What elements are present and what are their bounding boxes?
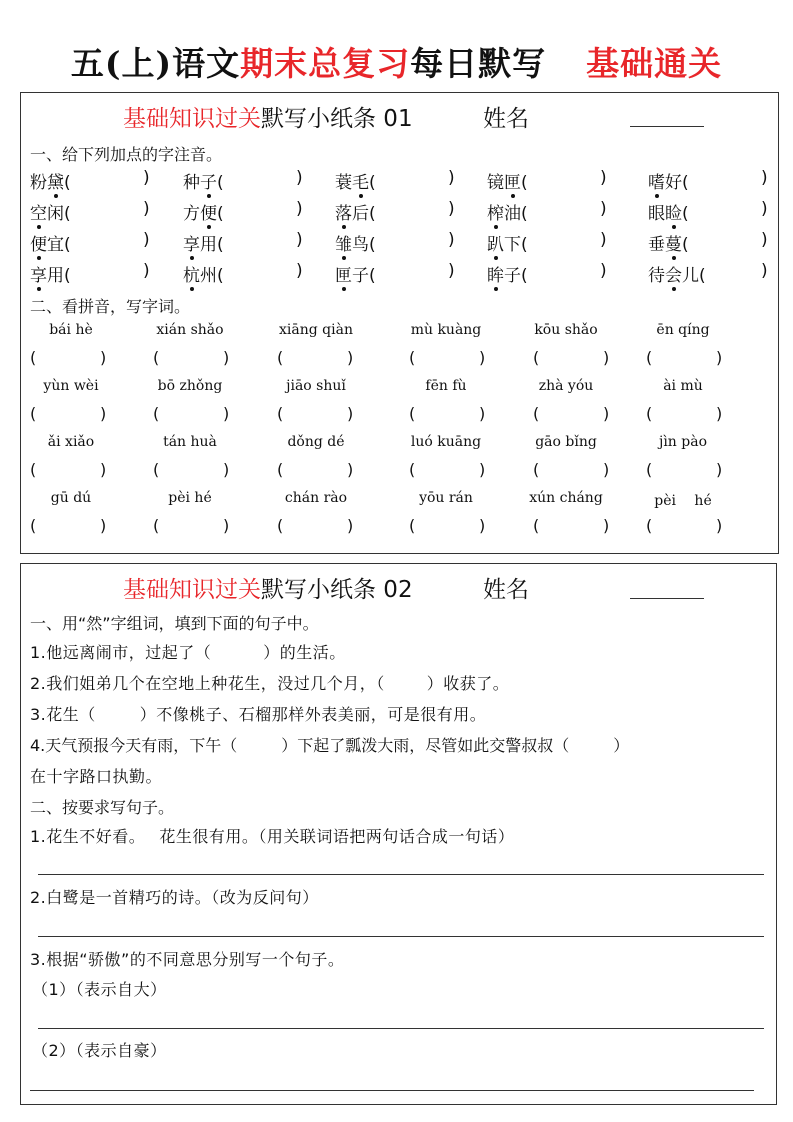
answer-open-paren: (	[217, 173, 224, 193]
answer-open-paren: (	[369, 235, 376, 255]
answer-line-2[interactable]	[38, 936, 764, 937]
pinyin-label: dǒng dé	[287, 434, 345, 450]
dotted-char: 雏	[335, 230, 352, 255]
answer-open-paren: (	[30, 460, 37, 479]
word-char: 方	[183, 204, 200, 224]
answer-close-paren: )	[223, 404, 230, 423]
dotted-char: 匣	[504, 168, 521, 193]
pinyin-label: luó kuāng	[410, 434, 482, 450]
dotted-char: 落	[335, 199, 352, 224]
zhuyin-word	[30, 261, 71, 286]
zhuyin-word	[183, 168, 224, 193]
answer-close-paren: )	[600, 168, 607, 188]
word-char: 儿	[682, 266, 699, 286]
answer-close-paren: )	[479, 348, 486, 367]
answer-open-paren: (	[277, 460, 284, 479]
answer-open-paren: (	[30, 404, 37, 423]
answer-close-paren: )	[296, 230, 303, 250]
pinyin-label: xián shǎo	[156, 322, 224, 338]
answer-open-paren: (	[533, 460, 540, 479]
pinyin-label: bō zhǒng	[157, 378, 223, 394]
word-char: 宜	[47, 235, 64, 255]
answer-open-paren: (	[409, 404, 416, 423]
word-char: 种	[183, 173, 200, 193]
answer-close-paren: )	[603, 516, 610, 535]
answer-open-paren: (	[369, 173, 376, 193]
sheet2-header-black: 默写小纸条 02	[261, 577, 413, 603]
answer-open-paren: (	[521, 266, 528, 286]
answer-close-paren: )	[716, 516, 723, 535]
dotted-char: 匣	[335, 261, 352, 286]
answer-close-paren: )	[223, 516, 230, 535]
answer-open-paren: (	[521, 235, 528, 255]
answer-close-paren: )	[761, 230, 768, 250]
dotted-char: 黛	[47, 168, 64, 193]
answer-open-paren: (	[153, 460, 160, 479]
pinyin-label: mù kuàng	[410, 322, 482, 338]
answer-open-paren: (	[30, 348, 37, 367]
sentence-3-b: ）不像桃子、石榴那样外表美丽，可是很有用。	[139, 705, 487, 724]
zhuyin-word	[487, 230, 528, 255]
dotted-char: 蔓	[665, 230, 682, 255]
sentence-4-b: ）下起了瓢泼大雨，尽管如此交警叔叔（	[281, 736, 570, 755]
dotted-char: 杭	[183, 261, 200, 286]
word-char: 鸟	[352, 235, 369, 255]
answer-open-paren: (	[277, 348, 284, 367]
answer-open-paren: (	[369, 204, 376, 224]
answer-open-paren: (	[682, 173, 689, 193]
answer-open-paren: (	[369, 266, 376, 286]
title-part-4: 基础通关	[586, 44, 723, 83]
word-char: 子	[504, 266, 521, 286]
answer-close-paren: )	[448, 168, 455, 188]
answer-open-paren: (	[277, 404, 284, 423]
pinyin-label: fēn fù	[425, 378, 467, 394]
answer-open-paren: (	[533, 348, 540, 367]
word-char: 粉	[30, 173, 47, 193]
word-char: 油	[504, 204, 521, 224]
dotted-char: 榨	[487, 199, 504, 224]
word-char: 闲	[47, 204, 64, 224]
answer-open-paren: (	[409, 516, 416, 535]
answer-close-paren: )	[603, 348, 610, 367]
sheet1-section1: 一、给下列加点的字注音。	[30, 145, 223, 164]
zhuyin-word	[648, 168, 689, 193]
answer-close-paren: )	[448, 230, 455, 250]
sheet2-header-red: 基础知识过关	[123, 577, 261, 603]
dotted-char: 趴	[487, 230, 504, 255]
answer-open-paren: (	[682, 204, 689, 224]
sheet1-name-label: 姓名	[483, 106, 529, 132]
answer-open-paren: (	[153, 348, 160, 367]
dotted-char: 空	[30, 199, 47, 224]
pinyin-label: chán rào	[284, 490, 348, 506]
word-char: 垂	[648, 235, 665, 255]
answer-open-paren: (	[64, 266, 71, 286]
question-3: 3.根据“骄傲”的不同意思分别写一个句子。	[30, 950, 345, 969]
answer-close-paren: )	[603, 460, 610, 479]
question-3-1: （1）（表示自大）	[32, 980, 167, 999]
pinyin-label: bái hè	[49, 322, 93, 338]
dotted-char: 睑	[665, 199, 682, 224]
answer-close-paren: )	[347, 348, 354, 367]
answer-close-paren: )	[296, 261, 303, 281]
answer-close-paren: )	[479, 516, 486, 535]
word-char: 下	[504, 235, 521, 255]
title-part-3: 每日默写	[410, 44, 547, 83]
dotted-char: 子	[200, 168, 217, 193]
sentence-4	[30, 733, 629, 756]
pinyin-label: gāo bǐng	[535, 434, 597, 450]
answer-close-paren: )	[143, 199, 150, 219]
answer-close-paren: )	[448, 199, 455, 219]
answer-open-paren: (	[699, 266, 706, 286]
sentence-1-a: 1.他远离闹市，过起了（	[30, 643, 212, 662]
pinyin-label: xún cháng	[529, 490, 603, 506]
zhuyin-word	[335, 199, 376, 224]
answer-close-paren: )	[143, 230, 150, 250]
sheet2-name-line[interactable]	[630, 598, 704, 599]
answer-close-paren: )	[223, 348, 230, 367]
sentence-1-b: ）的生活。	[263, 643, 346, 662]
pinyin-label: jìn pào	[658, 434, 708, 450]
pinyin-label: ēn qíng	[656, 322, 710, 338]
answer-open-paren: (	[153, 404, 160, 423]
zhuyin-word	[30, 199, 71, 224]
question-1: 1.花生不好看。 花生很有用。（用关联词语把两句话合成一句话）	[30, 827, 515, 846]
zhuyin-word	[30, 230, 71, 255]
zhuyin-word	[183, 199, 224, 224]
answer-close-paren: )	[448, 261, 455, 281]
answer-close-paren: )	[479, 404, 486, 423]
sheet1-name-line[interactable]	[630, 126, 704, 127]
answer-open-paren: (	[521, 204, 528, 224]
answer-close-paren: )	[347, 516, 354, 535]
word-char: 州	[200, 266, 217, 286]
zhuyin-word	[335, 261, 376, 286]
pinyin-label: tán huà	[163, 434, 217, 450]
answer-close-paren: )	[716, 348, 723, 367]
zhuyin-word	[487, 199, 528, 224]
sheet2-section2: 二、按要求写句子。	[30, 798, 175, 817]
word-char: 待	[648, 266, 665, 286]
dotted-char: 毛	[352, 168, 369, 193]
word-char: 用	[200, 235, 217, 255]
answer-open-paren: (	[277, 516, 284, 535]
zhuyin-word	[335, 168, 376, 193]
answer-close-paren: )	[296, 199, 303, 219]
sentence-3	[30, 702, 486, 725]
answer-close-paren: )	[223, 460, 230, 479]
pinyin-label: pèi hé	[654, 493, 712, 509]
dotted-char: 便	[30, 230, 47, 255]
zhuyin-word	[487, 168, 528, 193]
pinyin-label: pèi hé	[168, 490, 212, 506]
answer-close-paren: )	[716, 404, 723, 423]
sheet1-header-black: 默写小纸条 01	[261, 106, 413, 132]
answer-close-paren: )	[761, 199, 768, 219]
pinyin-label: yōu rán	[419, 490, 473, 506]
zhuyin-word	[30, 168, 71, 193]
dotted-char: 享	[30, 261, 47, 286]
pinyin-label: ǎi xiǎo	[47, 434, 95, 450]
answer-close-paren: )	[761, 168, 768, 188]
answer-open-paren: (	[217, 235, 224, 255]
answer-close-paren: )	[761, 261, 768, 281]
sheet2-name-label: 姓名	[483, 577, 529, 603]
answer-close-paren: )	[347, 404, 354, 423]
answer-close-paren: )	[100, 460, 107, 479]
answer-open-paren: (	[646, 404, 653, 423]
answer-open-paren: (	[409, 348, 416, 367]
answer-close-paren: )	[600, 261, 607, 281]
title-part-1: 五(上)语文	[70, 44, 241, 83]
answer-close-paren: )	[100, 404, 107, 423]
answer-open-paren: (	[153, 516, 160, 535]
word-char: 用	[47, 266, 64, 286]
page-title	[0, 38, 793, 85]
answer-line-4[interactable]	[30, 1090, 754, 1091]
answer-close-paren: )	[603, 404, 610, 423]
pinyin-label: xiāng qiàn	[279, 322, 353, 338]
answer-close-paren: )	[100, 348, 107, 367]
pinyin-label: zhà yóu	[538, 378, 594, 394]
answer-open-paren: (	[533, 404, 540, 423]
answer-close-paren: )	[716, 460, 723, 479]
dotted-char: 享	[183, 230, 200, 255]
answer-close-paren: )	[479, 460, 486, 479]
answer-open-paren: (	[521, 173, 528, 193]
answer-open-paren: (	[64, 204, 71, 224]
question-2: 2.白鹭是一首精巧的诗。（改为反问句）	[30, 888, 319, 907]
answer-open-paren: (	[533, 516, 540, 535]
zhuyin-word	[335, 230, 376, 255]
word-char: 眼	[648, 204, 665, 224]
pinyin-label: ài mù	[663, 378, 703, 394]
sheet2-section1: 一、用“然”字组词，填到下面的句子中。	[30, 614, 319, 633]
answer-line-3[interactable]	[38, 1028, 764, 1029]
dotted-char: 会	[665, 261, 682, 286]
sheet1-section2: 二、看拼音，写字词。	[30, 297, 191, 316]
word-char: 好	[665, 173, 682, 193]
zhuyin-word	[183, 230, 224, 255]
answer-open-paren: (	[682, 235, 689, 255]
word-char: 镜	[487, 173, 504, 193]
answer-close-paren: )	[347, 460, 354, 479]
word-char: 蓑	[335, 173, 352, 193]
pinyin-label: jiāo shuǐ	[286, 378, 346, 394]
answer-close-paren: )	[143, 261, 150, 281]
sheet1-header-red: 基础知识过关	[123, 106, 261, 132]
sentence-1	[30, 640, 346, 663]
answer-open-paren: (	[217, 266, 224, 286]
answer-close-paren: )	[100, 516, 107, 535]
dotted-char: 眸	[487, 261, 504, 286]
word-char: 子	[352, 266, 369, 286]
zhuyin-word	[183, 261, 224, 286]
pinyin-label: gū dú	[50, 490, 92, 506]
answer-open-paren: (	[30, 516, 37, 535]
dotted-char: 嗜	[648, 168, 665, 193]
answer-close-paren: )	[600, 199, 607, 219]
sentence-2-a: 2.我们姐弟几个在空地上种花生，没过几个月，（	[30, 674, 385, 693]
answer-close-paren: )	[296, 168, 303, 188]
sentence-4-c: ）	[613, 736, 630, 755]
answer-open-paren: (	[64, 173, 71, 193]
sentence-3-a: 3.花生（	[30, 705, 96, 724]
title-part-2: 期末总复习	[240, 44, 411, 83]
question-3-2: （2）（表示自豪）	[32, 1041, 167, 1060]
answer-close-paren: )	[143, 168, 150, 188]
answer-open-paren: (	[64, 235, 71, 255]
zhuyin-word	[648, 199, 689, 224]
word-char: 后	[352, 204, 369, 224]
answer-open-paren: (	[646, 516, 653, 535]
zhuyin-word	[648, 261, 706, 286]
zhuyin-word	[648, 230, 689, 255]
pinyin-label: yùn wèi	[43, 378, 99, 394]
zhuyin-word	[487, 261, 528, 286]
answer-open-paren: (	[646, 348, 653, 367]
sentence-4-a: 4.天气预报今天有雨，下午（	[30, 736, 238, 755]
sheet1-header	[123, 100, 413, 133]
answer-open-paren: (	[646, 460, 653, 479]
sentence-2	[30, 671, 509, 694]
answer-line-1[interactable]	[38, 874, 764, 875]
sentence-2-b: ）收获了。	[426, 674, 510, 693]
answer-open-paren: (	[409, 460, 416, 479]
dotted-char: 便	[200, 199, 217, 224]
pinyin-label: kōu shǎo	[534, 322, 598, 338]
answer-open-paren: (	[217, 204, 224, 224]
answer-close-paren: )	[600, 230, 607, 250]
sheet2-header	[123, 571, 413, 604]
sentence-4-cont: 在十字路口执勤。	[30, 767, 163, 786]
